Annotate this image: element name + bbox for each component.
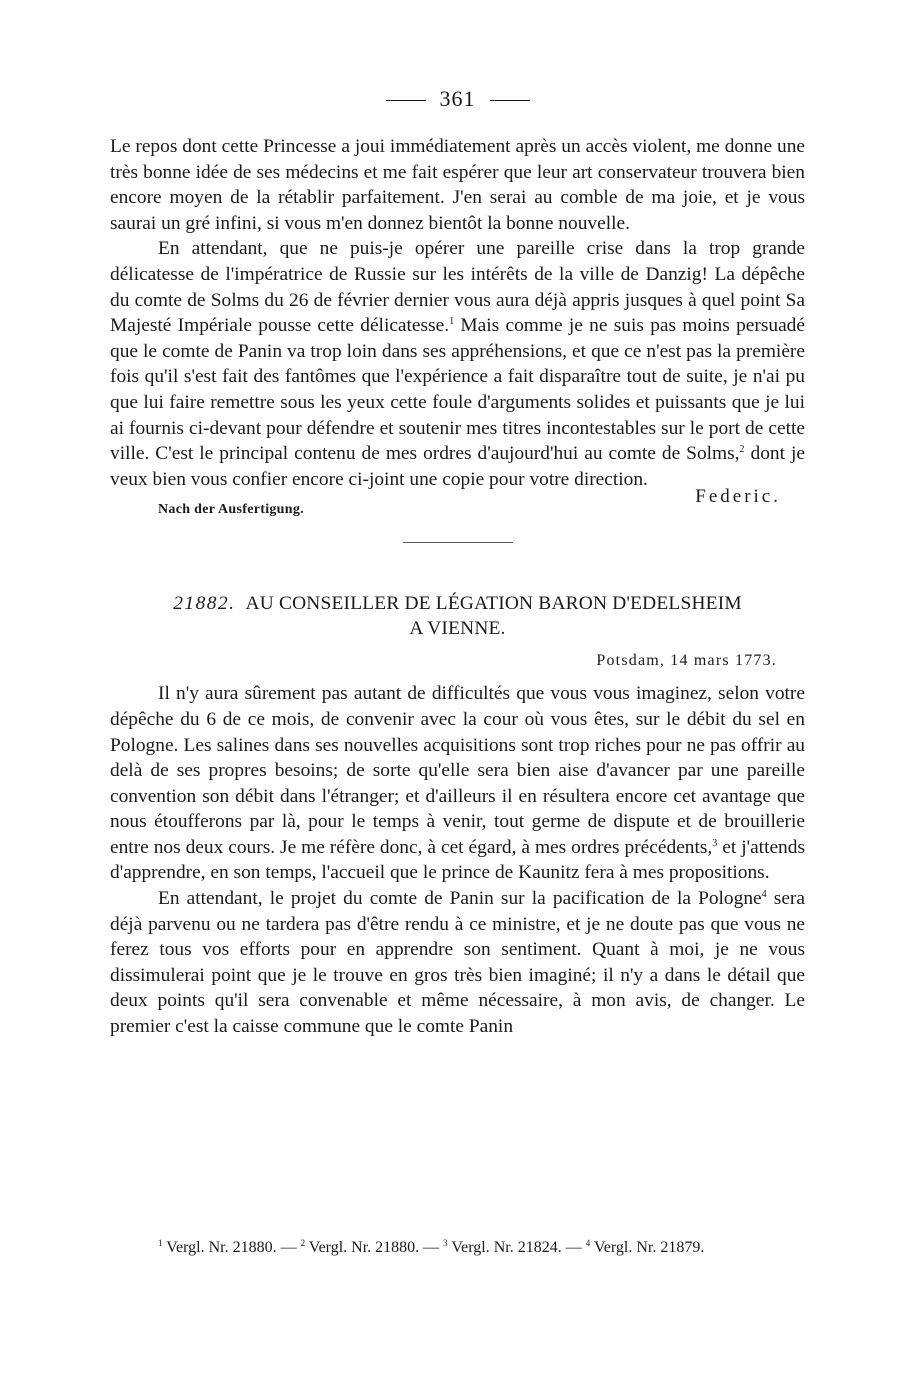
- paragraph-text: et j'attends d'apprendre, en son temps, l'accueil que le prince de Kaunitz fera à mes propositions.: [110, 836, 805, 884]
- heading-line-2: A VIENNE.: [409, 618, 506, 640]
- footnote-marker-4: 4: [761, 889, 767, 901]
- footnote-text-1: Vergl. Nr. 21880. —: [162, 1239, 301, 1256]
- letter-paragraph-1: [110, 681, 805, 886]
- footnote-text-2: Vergl. Nr. 21880. —: [305, 1239, 444, 1256]
- footnote-text-3: Vergl. Nr. 21824. —: [447, 1239, 586, 1256]
- footnote-line: [110, 1237, 805, 1259]
- continuation-paragraph-2: [110, 236, 805, 492]
- footnote-marker-2: 2: [739, 444, 745, 456]
- heading-title: AU CONSEILLER DE LÉGATION BARON D'EDELSHEIM: [245, 593, 742, 615]
- footnotes: [110, 1237, 805, 1259]
- header-dash-right: [490, 100, 530, 101]
- section-separator: [403, 542, 513, 543]
- letter-paragraph-2: [110, 886, 805, 1040]
- letter-heading: [110, 591, 805, 641]
- page-number-header: [110, 86, 805, 112]
- footnote-text-4: Vergl. Nr. 21879.: [590, 1239, 705, 1256]
- letter-number: 21882.: [173, 593, 236, 615]
- paragraph-text: En attendant, le projet du comte de Panin sur la pacification de la Pologne: [158, 888, 762, 910]
- footnote-marker-1: 1: [449, 316, 455, 328]
- signature: Federic.: [695, 486, 781, 508]
- header-dash-left: [386, 100, 426, 101]
- paragraph-text: Il n'y aura sûrement pas autant de difficultés que vous vous imaginez, selon votre dépêche du 6 de ce mois, de convenir avec la cour où vous êtes, sur le débit du sel en Pologne. Les salines dans ses nouvelles acquisitions sont trop riches pour ne pas offrir au delà de ses propres besoins; de sorte qu'elle sera bien aise d'avancer par une pareille convention son débit dans l'étranger; et d'ailleurs il en résultera encore cet avantage que nous étoufferons par là, pour le temps à venir, tout germe de dispute et de brouillerie entre nos deux cours. Je me réfère donc, à cet égard, à mes ordres précédents,: [110, 683, 805, 858]
- footnote-marker-3: 3: [712, 837, 718, 849]
- footnote-ref-1: 1: [158, 1238, 163, 1248]
- source-note: Nach der Ausfertigung.: [158, 502, 304, 518]
- paragraph-text: sera déjà parvenu ou ne tardera pas d'être rendu à ce ministre, et je ne doute pas que vous ne ferez tous vos efforts pour en apprendre son sentiment. Quant à moi, je ne vous dissimulerai point que je le trouve en gros très bien imaginé; il n'y a dans le détail que deux points qu'il sera convenable et même nécessaire, à mon avis, de changer. Le premier c'est la caisse commune que le comte Panin: [110, 888, 805, 1038]
- page-body: [110, 86, 805, 1040]
- dateline: Potsdam, 14 mars 1773.: [596, 652, 777, 670]
- footnote-ref-4: 4: [585, 1238, 591, 1248]
- footnote-ref-3: 3: [443, 1238, 448, 1248]
- heading-line-1: [110, 591, 805, 616]
- paragraph-text: dont je veux bien vous confier encore ci-joint une copie pour votre direction.: [110, 443, 805, 490]
- letter-closing: [110, 486, 805, 526]
- page-number: 361: [439, 86, 476, 111]
- footnote-ref-2: 2: [300, 1238, 306, 1248]
- paragraph-text: En attendant, que ne puis-je opérer une pareille crise dans la trop grande délicatesse de l'impératrice de Russie sur les intérêts de la ville de Danzig! La dépêche du comte de Solms du 26 de février dernier vous aura déjà appris jusques à quel point Sa Majesté Impériale pousse cette délicatesse.: [110, 238, 805, 337]
- continuation-paragraph-1: Le repos dont cette Princesse a joui immédiatement après un accès violent, me donne une très bonne idée de ses médecins et me fait espérer que leur art conservateur trouvera bien encore moyen de la rétablir parfaitement. J'en serai au comble de ma joie, et je vous saurai un gré infini, si vous m'en donnez bientôt la bonne nouvelle.: [110, 136, 805, 234]
- paragraph-text: Mais comme je ne suis pas moins persuadé que le comte de Panin va trop loin dans ses appréhensions, et que ce n'est pas la première fois qu'il s'est fait des fantômes que l'expérience a fait disparaître tout de suite, je n'ai pu que lui faire remettre sous les yeux cette foule d'arguments solides et puissants que je lui ai fournis ci-devant pour défendre et soutenir mes titres incontestables sur le port de cette ville. C'est le principal contenu de mes ordres d'aujourd'hui au comte de Solms,: [110, 315, 805, 465]
